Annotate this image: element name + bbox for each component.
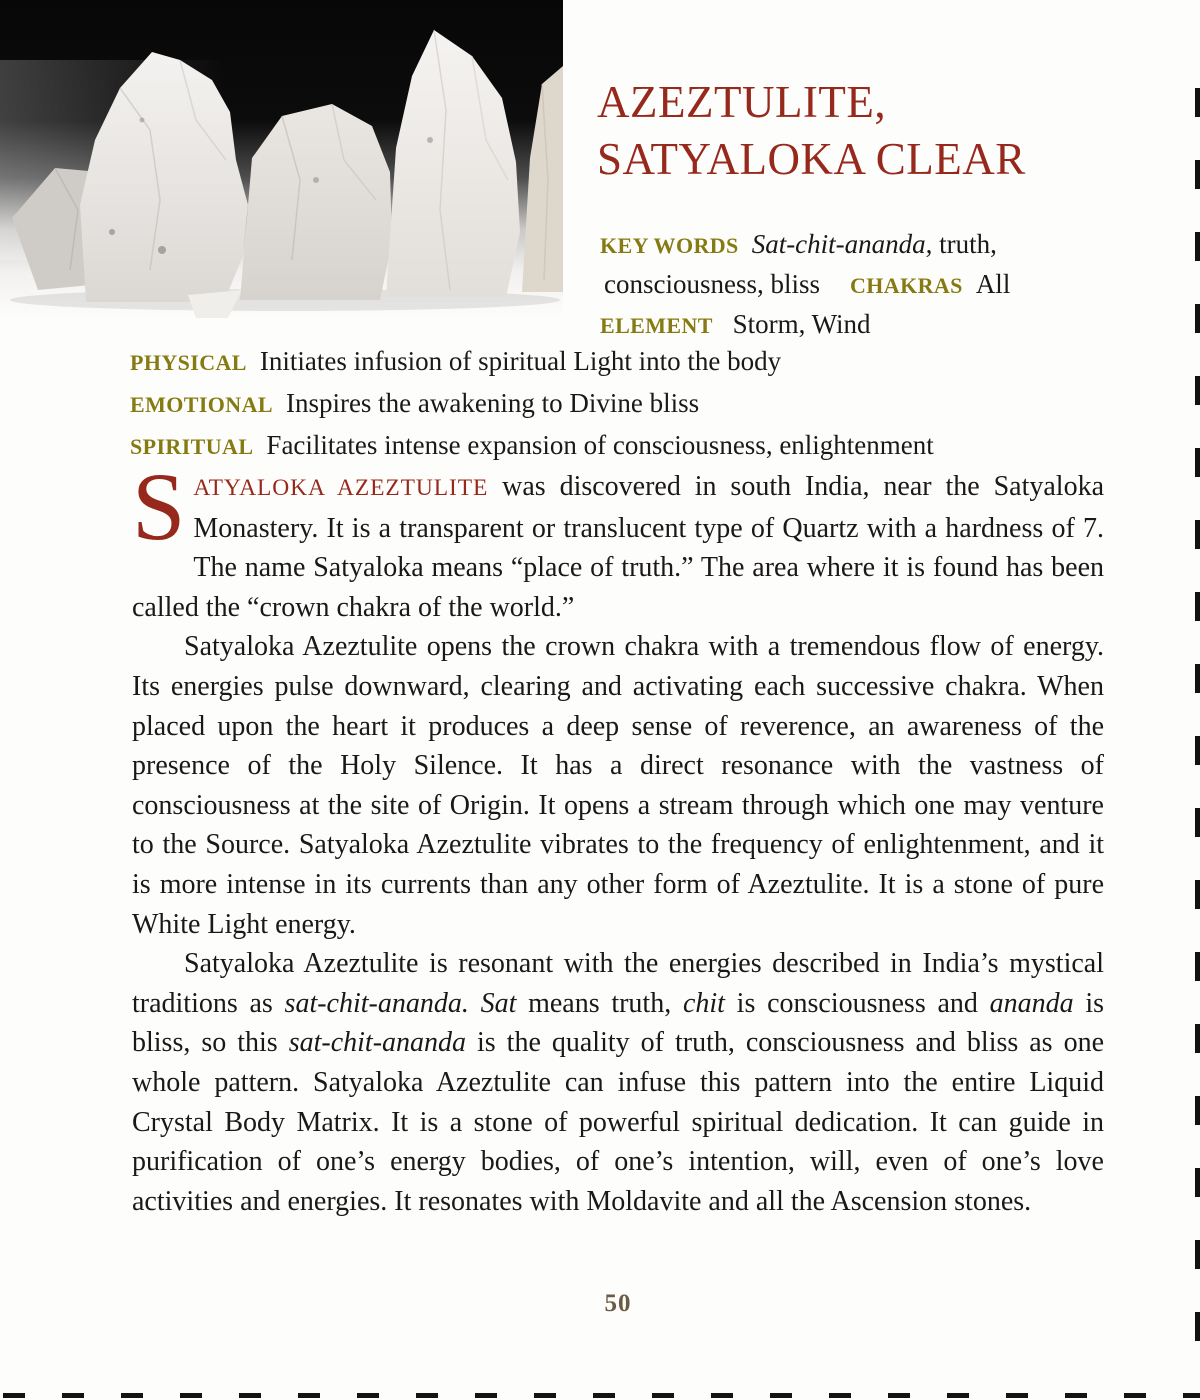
right-tick-mark xyxy=(1195,1024,1200,1053)
crystal-photo xyxy=(0,0,563,318)
bottom-dash-mark xyxy=(298,1393,320,1398)
text-segment: is bliss, so this xyxy=(132,987,1104,1059)
bottom-dash-mark xyxy=(888,1393,910,1398)
text-segment: Sat-chit-ananda, xyxy=(751,229,933,259)
text-segment: Storm, Wind xyxy=(725,309,871,339)
page-number: 50 xyxy=(604,1290,632,1317)
physical-value: Initiates infusion of spiritual Light into the body xyxy=(259,346,782,376)
right-tick-mark xyxy=(1195,520,1200,549)
bottom-dash-mark xyxy=(1124,1393,1146,1398)
lead-smallcaps: ATYALOKA AZEZTULITE xyxy=(193,475,489,501)
right-tick-mark xyxy=(1195,880,1200,909)
text-segment: ananda xyxy=(989,987,1074,1019)
right-tick-mark xyxy=(1195,1312,1200,1341)
bottom-dash-mark xyxy=(3,1393,25,1398)
spiritual-label: SPIRITUAL xyxy=(130,434,254,459)
text-segment: means truth, xyxy=(516,987,683,1019)
right-tick-mark xyxy=(1195,1240,1200,1269)
keywords-line xyxy=(600,225,1120,265)
bottom-dash-mark xyxy=(416,1393,438,1398)
text-segment: KEY WORDS xyxy=(600,233,739,258)
emotional-label: EMOTIONAL xyxy=(130,392,273,417)
paragraph-2: Satyaloka Azeztulite opens the crown chakra with a tremendous flow of energy. Its energies pulse downward, clearing and activating each successive chakra. When placed upon the heart it produces a deep sense of reverence, an awareness of the presence of the Holy Silence. It has a direct resonance with the vastness of consciousness at the site of Origin. It opens a stream through which one may venture to the Source. Satyaloka Azeztulite vibrates to the frequency of enlightenment, and it is more intense in its currents than any other form of Azeztulite. It is a stone of pure White Light energy. xyxy=(132,631,1104,940)
paragraph-1-text: was discovered in south India, near the Satyaloka Monastery. It is a transparent or translucent type of Quartz with a hardness of 7. The name Satyaloka means “place of truth.” The area where it is found has been called the “crown chakra of the world.” xyxy=(132,471,1104,623)
text-segment: is consciousness and xyxy=(724,987,990,1019)
right-tick-mark xyxy=(1195,952,1200,981)
text-segment: ELEMENT xyxy=(600,313,713,338)
text-segment: truth, xyxy=(932,229,997,259)
bottom-dash-mark xyxy=(1183,1393,1200,1398)
right-tick-mark xyxy=(1195,1168,1200,1197)
physical-line xyxy=(130,341,1140,383)
right-tick-mark xyxy=(1195,808,1200,837)
text-segment: consciousness, bliss xyxy=(604,269,820,299)
bottom-edge-marks xyxy=(3,1393,1200,1398)
bottom-dash-mark xyxy=(711,1393,733,1398)
emotional-line xyxy=(130,383,1140,425)
right-tick-mark xyxy=(1195,232,1200,261)
text-segment: is the quality of truth, consciousness and bliss as one whole pattern. Satyaloka Azeztulite can infuse this pattern into the entire Liquid Crystal Body Matrix. It is a stone of powerful spiritual dedication. It can guide in purification of one’s energy bodies, of one’s intention, will, even of one’s love activities and energies. It resonates with Moldavite and all the Ascension stones. xyxy=(132,1027,1105,1217)
page-title xyxy=(597,74,1177,188)
properties-block xyxy=(600,225,1120,345)
bottom-dash-mark xyxy=(357,1393,379,1398)
drop-cap: S xyxy=(132,453,186,560)
text-segment: chit xyxy=(682,987,725,1019)
right-tick-mark xyxy=(1195,592,1200,621)
right-tick-mark xyxy=(1195,664,1200,693)
physical-label: PHYSICAL xyxy=(130,350,247,375)
bottom-dash-mark xyxy=(770,1393,792,1398)
bottom-dash-mark xyxy=(829,1393,851,1398)
text-segment: sat-chit-ananda xyxy=(288,1027,467,1059)
element-line xyxy=(600,305,1120,345)
text-segment: CHAKRAS xyxy=(850,273,963,298)
spiritual-line xyxy=(130,425,1140,467)
paragraph-3 xyxy=(132,944,1104,1221)
right-tick-mark xyxy=(1195,1096,1200,1125)
body-text xyxy=(132,453,1105,1221)
bottom-dash-mark xyxy=(1006,1393,1028,1398)
attributes-block xyxy=(130,341,1140,467)
bottom-dash-mark xyxy=(593,1393,615,1398)
chakras-line xyxy=(600,265,1120,305)
crystal-photo-image xyxy=(0,0,563,318)
text-segment: All xyxy=(975,269,1011,299)
bottom-dash-mark xyxy=(121,1393,143,1398)
emotional-value: Inspires the awakening to Divine bliss xyxy=(285,388,700,418)
title-line-1: AZEZTULITE, xyxy=(597,77,887,127)
bottom-dash-mark xyxy=(652,1393,674,1398)
text-segment: Satyaloka Azeztulite is resonant with the energies described in India’s mystical traditions as xyxy=(132,948,1104,1019)
right-tick-mark xyxy=(1195,160,1200,189)
bottom-dash-mark xyxy=(62,1393,84,1398)
bottom-dash-mark xyxy=(180,1393,202,1398)
right-tick-mark xyxy=(1195,304,1200,333)
bottom-dash-mark xyxy=(239,1393,261,1398)
right-tick-mark xyxy=(1195,88,1200,117)
bottom-dash-mark xyxy=(947,1393,969,1398)
text-segment: sat-chit-ananda. Sat xyxy=(284,987,517,1019)
right-tick-mark xyxy=(1195,736,1200,765)
bottom-dash-mark xyxy=(1065,1393,1087,1398)
spiritual-value: Facilitates intense expansion of consciousness, enlightenment xyxy=(266,430,934,460)
title-line-2: SATYALOKA CLEAR xyxy=(597,134,1026,184)
right-tick-mark xyxy=(1195,448,1200,477)
bottom-dash-mark xyxy=(534,1393,556,1398)
paragraph-1 xyxy=(132,453,1104,627)
bottom-dash-mark xyxy=(475,1393,497,1398)
right-tick-mark xyxy=(1195,376,1200,405)
right-edge-marks xyxy=(1195,88,1200,1341)
